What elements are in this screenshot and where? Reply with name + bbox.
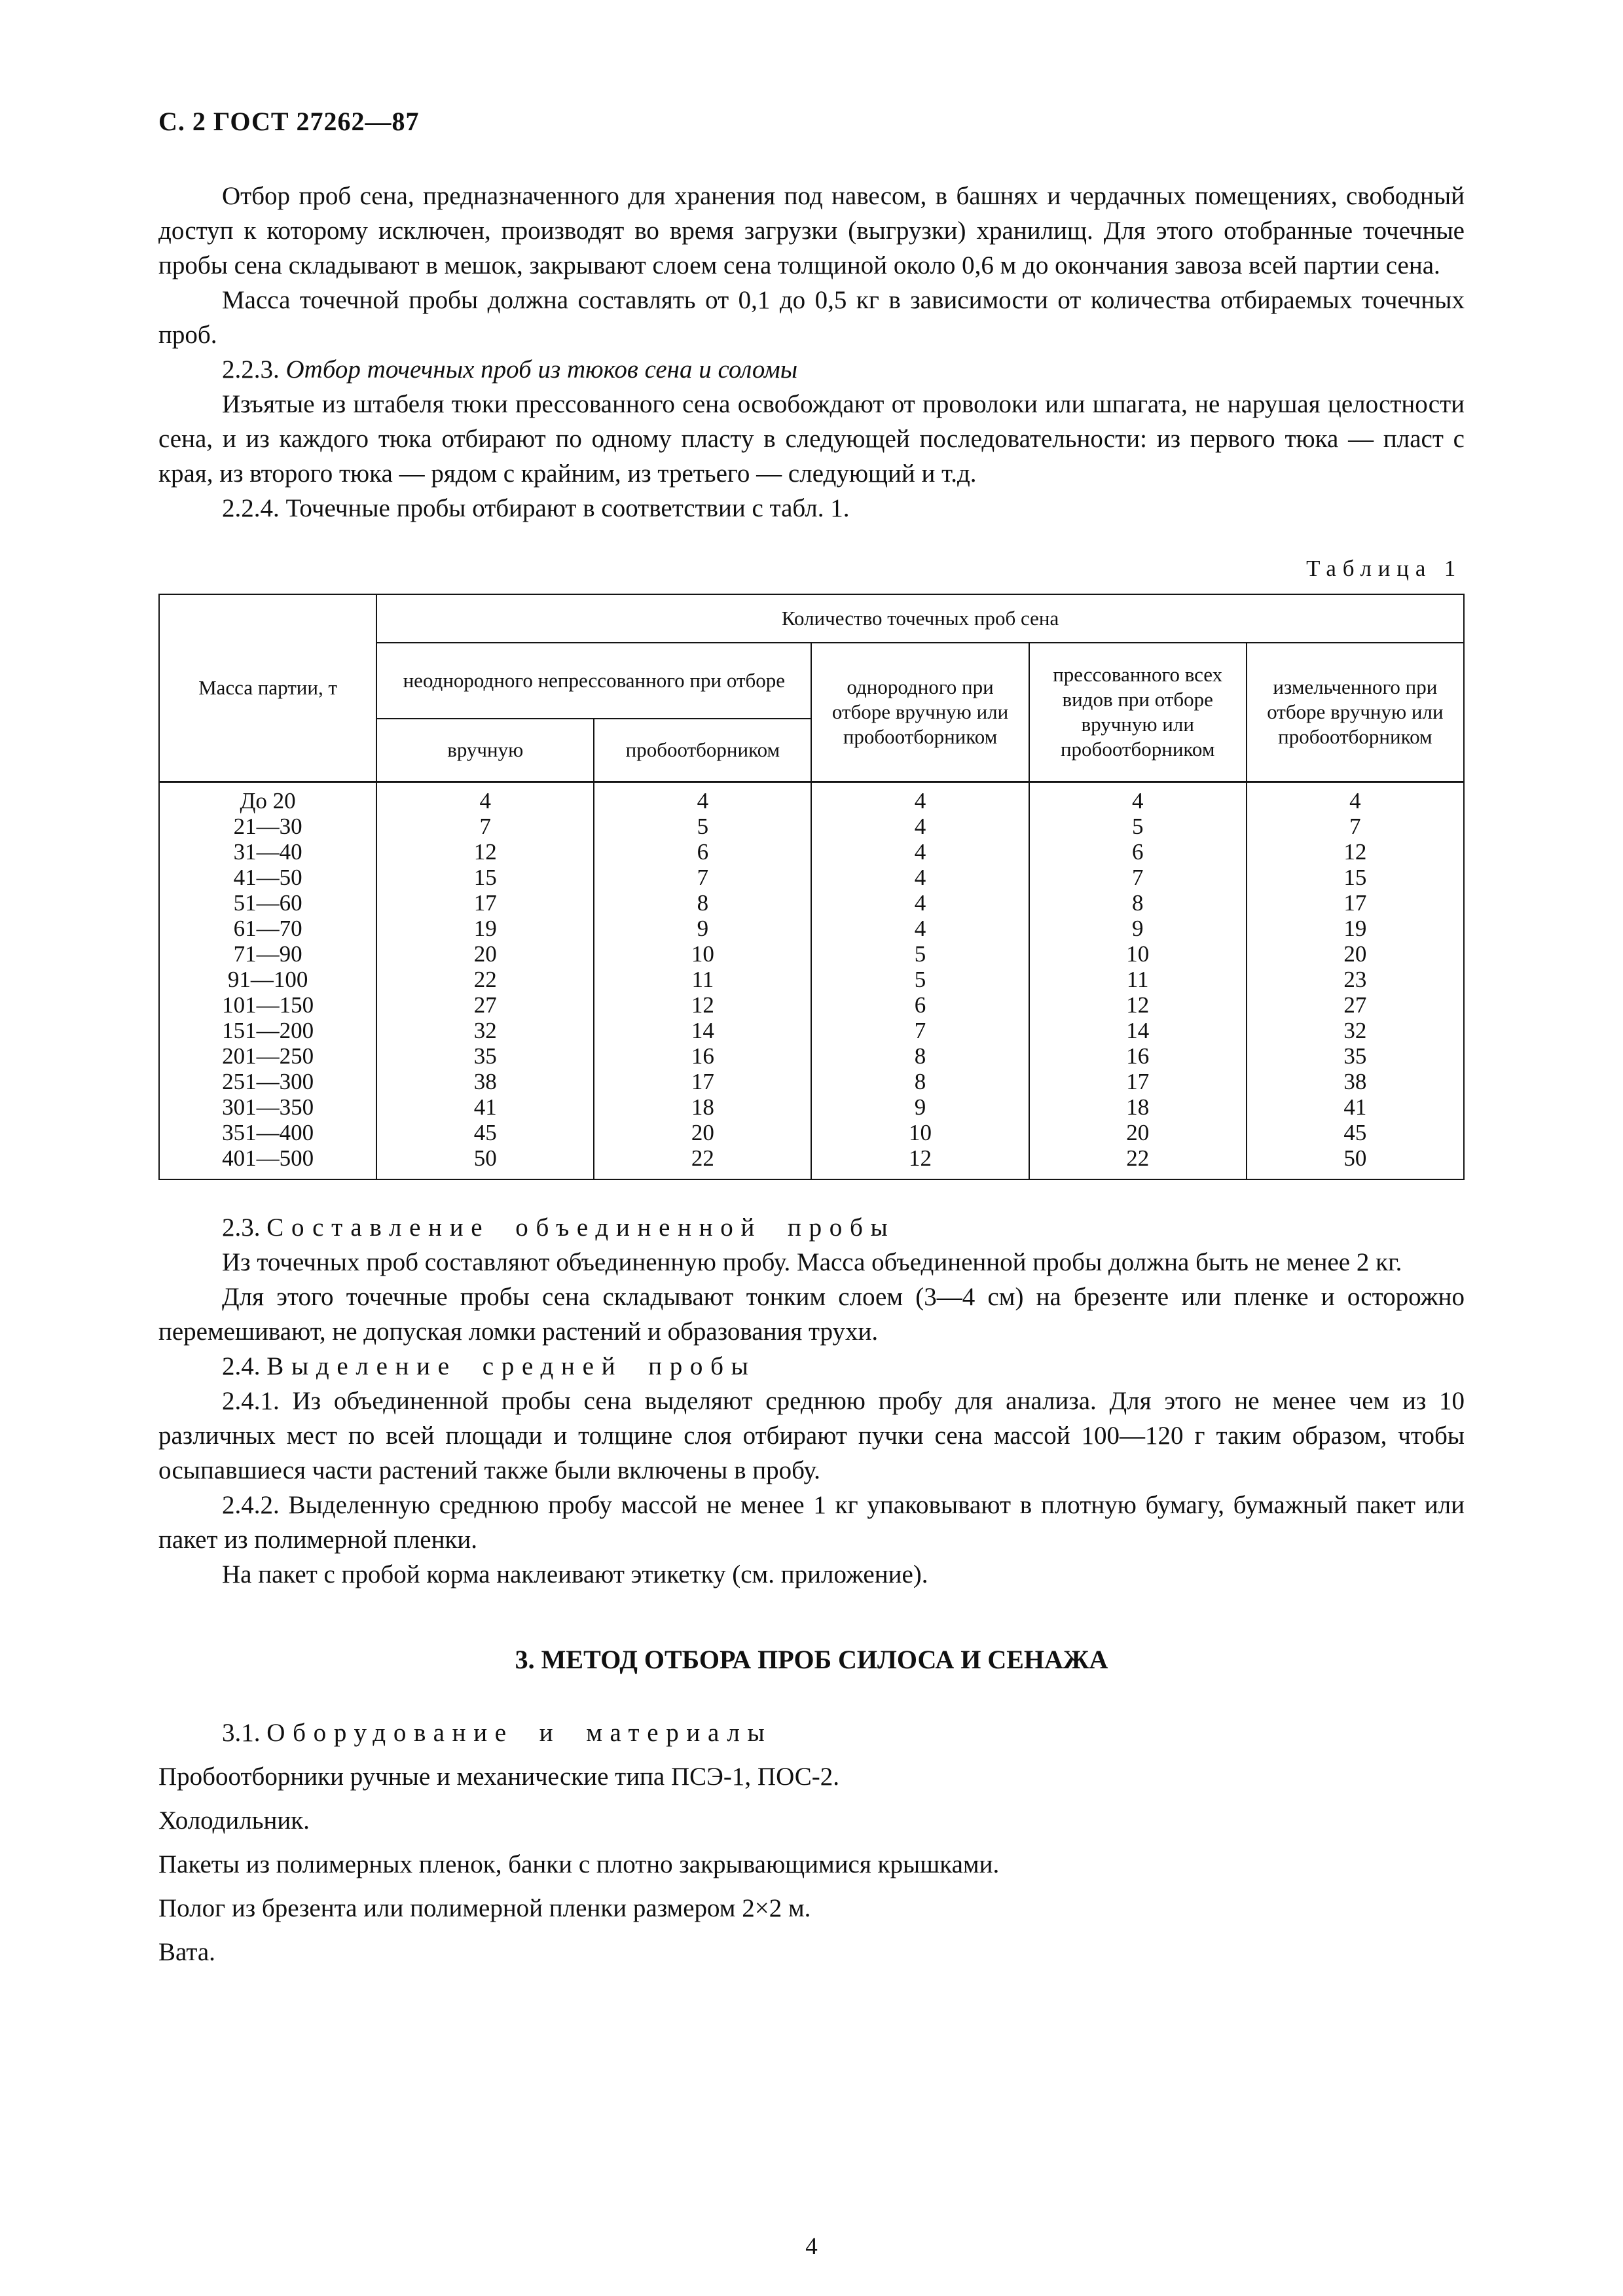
table-row (159, 781, 1464, 814)
sample-count-cell: 45 (376, 1120, 594, 1145)
table-row (159, 1018, 1464, 1043)
sample-count-cell: 5 (811, 941, 1029, 967)
equipment-item-fridge: Холодильник. (158, 1806, 310, 1835)
sample-count-cell: 9 (1029, 916, 1247, 941)
header-cell-manual: вручную (376, 719, 594, 781)
sample-count-cell: 19 (1247, 916, 1464, 941)
sample-count-cell: 35 (1247, 1043, 1464, 1069)
sample-count-cell: 4 (811, 865, 1029, 890)
sample-count-cell: 6 (1029, 839, 1247, 865)
sample-count-cell: 17 (376, 890, 594, 916)
table-row (159, 865, 1464, 890)
mass-range-cell: 91—100 (159, 967, 376, 992)
sample-count-cell: 4 (594, 781, 811, 814)
sample-count-cell: 7 (376, 814, 594, 839)
equipment-item-samplers: Пробоотборники ручные и механические типа ПСЭ-1, ПОС-2. (158, 1762, 839, 1791)
paragraph-sample-mass: Масса точечной пробы должна составлять от 0,1 до 0,5 кг в зависимости от количества отбираемых точечных проб. (158, 286, 1465, 349)
mass-range-cell: 71—90 (159, 941, 376, 967)
sample-count-cell: 6 (811, 992, 1029, 1018)
sample-count-cell: 50 (376, 1145, 594, 1179)
section-2-3-heading (158, 1210, 1465, 1245)
section-2-4-number: 2.4. (222, 1352, 261, 1380)
sample-count-cell: 4 (811, 781, 1029, 814)
sample-count-cell: 38 (376, 1069, 594, 1094)
section-3-heading: 3. МЕТОД ОТБОРА ПРОБ СИЛОСА И СЕНАЖА (515, 1644, 1108, 1674)
sample-count-cell: 14 (594, 1018, 811, 1043)
sample-count-cell: 9 (594, 916, 811, 941)
table-row (159, 941, 1464, 967)
sample-count-cell: 14 (1029, 1018, 1247, 1043)
paragraph-label: На пакет с пробой корма наклеивают этикетку (см. приложение). (222, 1560, 928, 1588)
paragraph-combined-2: Для этого точечные пробы сена складывают тонким слоем (3—4 см) на брезенте или пленке и осторожно перемешивают, не допуская ломки растений и образования трухи. (158, 1282, 1465, 1346)
table-row (159, 1094, 1464, 1120)
sample-count-cell: 6 (594, 839, 811, 865)
sample-count-cell: 22 (594, 1145, 811, 1179)
header-cell-span: Количество точечных проб сена (376, 594, 1464, 643)
sample-count-cell: 7 (1247, 814, 1464, 839)
sample-count-cell: 5 (811, 967, 1029, 992)
section-3-1-number: 3.1. (222, 1718, 261, 1747)
sample-count-cell: 8 (1029, 890, 1247, 916)
mass-range-cell: 401—500 (159, 1145, 376, 1179)
sample-count-cell: 45 (1247, 1120, 1464, 1145)
section-2-2-3-title: Отбор точечных проб из тюков сена и соломы (285, 355, 798, 384)
header-cell-homogeneous: однородного при отборе вручную или пробоотборником (811, 643, 1029, 781)
running-header: С. 2 ГОСТ 27262—87 (158, 107, 420, 136)
sample-count-cell: 4 (376, 781, 594, 814)
table-row (159, 839, 1464, 865)
equipment-item-tarp: Полог из брезента или полимерной пленки размером 2×2 м. (158, 1893, 811, 1922)
table-row (159, 967, 1464, 992)
sample-count-cell: 12 (594, 992, 811, 1018)
section-2-4-heading (158, 1349, 1465, 1384)
sample-count-cell: 10 (594, 941, 811, 967)
header-cell-nonpressed: неоднородного непрессованного при отборе (376, 643, 811, 719)
mass-range-cell: 201—250 (159, 1043, 376, 1069)
sample-count-cell: 20 (1247, 941, 1464, 967)
mass-range-cell: 301—350 (159, 1094, 376, 1120)
sample-count-cell: 4 (1247, 781, 1464, 814)
sample-count-cell: 20 (594, 1120, 811, 1145)
sample-count-cell: 9 (811, 1094, 1029, 1120)
mass-range-cell: 61—70 (159, 916, 376, 941)
sampling-table (158, 594, 1465, 1180)
sample-count-cell: 4 (811, 916, 1029, 941)
sample-count-cell: 5 (594, 814, 811, 839)
table-header-row-1 (159, 594, 1464, 643)
sample-count-cell: 4 (811, 839, 1029, 865)
table-row (159, 890, 1464, 916)
table-caption: Таблица 1 (1306, 556, 1462, 581)
sample-count-cell: 11 (594, 967, 811, 992)
sample-count-cell: 50 (1247, 1145, 1464, 1179)
paragraph-storage: Отбор проб сена, предназначенного для хранения под навесом, в башнях и чердачных помещениях, свободный доступ к которому исключен, производят во время загрузки (выгрузки) хранилищ. Для этого отобранные точечные пробы сена складывают в мешок, закрывают слоем сена толщиной около 0,6 м до окончания завоза всей партии сена. (158, 182, 1465, 279)
table-body (159, 781, 1464, 1179)
section-2-2-3-heading (158, 352, 1465, 387)
table-header (159, 594, 1464, 781)
sample-count-cell: 27 (376, 992, 594, 1018)
section-2-4-title: Выделение средней пробы (266, 1352, 756, 1380)
sample-count-cell: 41 (1247, 1094, 1464, 1120)
sample-count-cell: 38 (1247, 1069, 1464, 1094)
table-row (159, 1069, 1464, 1094)
section-2-2-3-number: 2.2.3. (222, 355, 280, 384)
sample-count-cell: 12 (811, 1145, 1029, 1179)
sample-count-cell: 12 (1029, 992, 1247, 1018)
table-row (159, 1145, 1464, 1179)
sample-count-cell: 16 (1029, 1043, 1247, 1069)
sample-count-cell: 7 (811, 1018, 1029, 1043)
sample-count-cell: 4 (1029, 781, 1247, 814)
paragraph-2-2-4: 2.2.4. Точечные пробы отбирают в соответствии с табл. 1. (222, 494, 850, 522)
sample-count-cell: 10 (811, 1120, 1029, 1145)
mass-range-cell: 351—400 (159, 1120, 376, 1145)
sample-count-cell: 10 (1029, 941, 1247, 967)
mass-range-cell: 51—60 (159, 890, 376, 916)
paragraph-2-4-2: 2.4.2. Выделенную среднюю пробу массой не менее 1 кг упаковывают в плотную бумагу, бумажный пакет или пакет из полимерной пленки. (158, 1490, 1465, 1554)
sample-count-cell: 20 (376, 941, 594, 967)
sample-count-cell: 12 (376, 839, 594, 865)
sample-count-cell: 35 (376, 1043, 594, 1069)
page-number: 4 (805, 2233, 818, 2260)
paragraph-2-4-1: 2.4.1. Из объединенной пробы сена выделяют среднюю пробу для анализа. Для этого не менее чем из 10 различных мест по всей площади и толщине слоя отбирают пучки сена массой 100—120 г таким образом, чтобы осыпавшиеся части растений также были включены в пробу. (158, 1386, 1465, 1484)
section-2-3-title: Составление объединенной пробы (266, 1213, 896, 1242)
equipment-item-cotton: Вата. (158, 1937, 215, 1966)
sample-count-cell: 5 (1029, 814, 1247, 839)
section-3-1-title: Оборудование и материалы (266, 1718, 773, 1747)
mass-range-cell: 151—200 (159, 1018, 376, 1043)
sample-count-cell: 19 (376, 916, 594, 941)
sample-count-cell: 18 (1029, 1094, 1247, 1120)
sample-count-cell: 22 (376, 967, 594, 992)
sample-count-cell: 23 (1247, 967, 1464, 992)
sample-count-cell: 20 (1029, 1120, 1247, 1145)
paragraph-combined-1: Из точечных проб составляют объединенную пробу. Масса объединенной пробы должна быть не менее 2 кг. (222, 1247, 1402, 1276)
mass-range-cell: 31—40 (159, 839, 376, 865)
header-cell-pressed: прессованного всех видов при отборе вручную или пробоотборником (1029, 643, 1247, 781)
mass-range-cell: 101—150 (159, 992, 376, 1018)
sample-count-cell: 15 (1247, 865, 1464, 890)
sample-count-cell: 7 (594, 865, 811, 890)
table-row (159, 814, 1464, 839)
sample-count-cell: 8 (594, 890, 811, 916)
sample-count-cell: 32 (376, 1018, 594, 1043)
section-2-3-number: 2.3. (222, 1213, 261, 1242)
table-row (159, 992, 1464, 1018)
table-row (159, 1120, 1464, 1145)
mass-range-cell: 41—50 (159, 865, 376, 890)
section-3-1-heading (158, 1715, 1465, 1750)
header-cell-sampler: пробоотборником (594, 719, 811, 781)
sample-count-cell: 11 (1029, 967, 1247, 992)
sample-count-cell: 22 (1029, 1145, 1247, 1179)
sample-count-cell: 4 (811, 814, 1029, 839)
equipment-item-bags: Пакеты из полимерных пленок, банки с плотно закрывающимися крышками. (158, 1850, 1000, 1878)
paragraph-bales: Изъятые из штабеля тюки прессованного сена освобождают от проволоки или шпагата, не нарушая целостности сена, и из каждого тюка отбирают по одному пласту в следующей последовательности: из первого тюка — пласт с края, из второго тюка — рядом с крайним, из третьего — следующий и т.д. (158, 390, 1465, 488)
mass-range-cell: 21—30 (159, 814, 376, 839)
sample-count-cell: 8 (811, 1069, 1029, 1094)
sample-count-cell: 15 (376, 865, 594, 890)
table-row (159, 1043, 1464, 1069)
sample-count-cell: 18 (594, 1094, 811, 1120)
sample-count-cell: 17 (1029, 1069, 1247, 1094)
sample-count-cell: 8 (811, 1043, 1029, 1069)
sample-count-cell: 16 (594, 1043, 811, 1069)
sample-count-cell: 27 (1247, 992, 1464, 1018)
header-cell-shredded: измельченного при отборе вручную или пробоотборником (1247, 643, 1464, 781)
header-cell-mass: Масса партии, т (159, 594, 376, 781)
sample-count-cell: 12 (1247, 839, 1464, 865)
sample-count-cell: 32 (1247, 1018, 1464, 1043)
mass-range-cell: 251—300 (159, 1069, 376, 1094)
sample-count-cell: 17 (594, 1069, 811, 1094)
sample-count-cell: 7 (1029, 865, 1247, 890)
table-row (159, 916, 1464, 941)
sample-count-cell: 17 (1247, 890, 1464, 916)
mass-range-cell: До 20 (159, 781, 376, 814)
sample-count-cell: 41 (376, 1094, 594, 1120)
sample-count-cell: 4 (811, 890, 1029, 916)
